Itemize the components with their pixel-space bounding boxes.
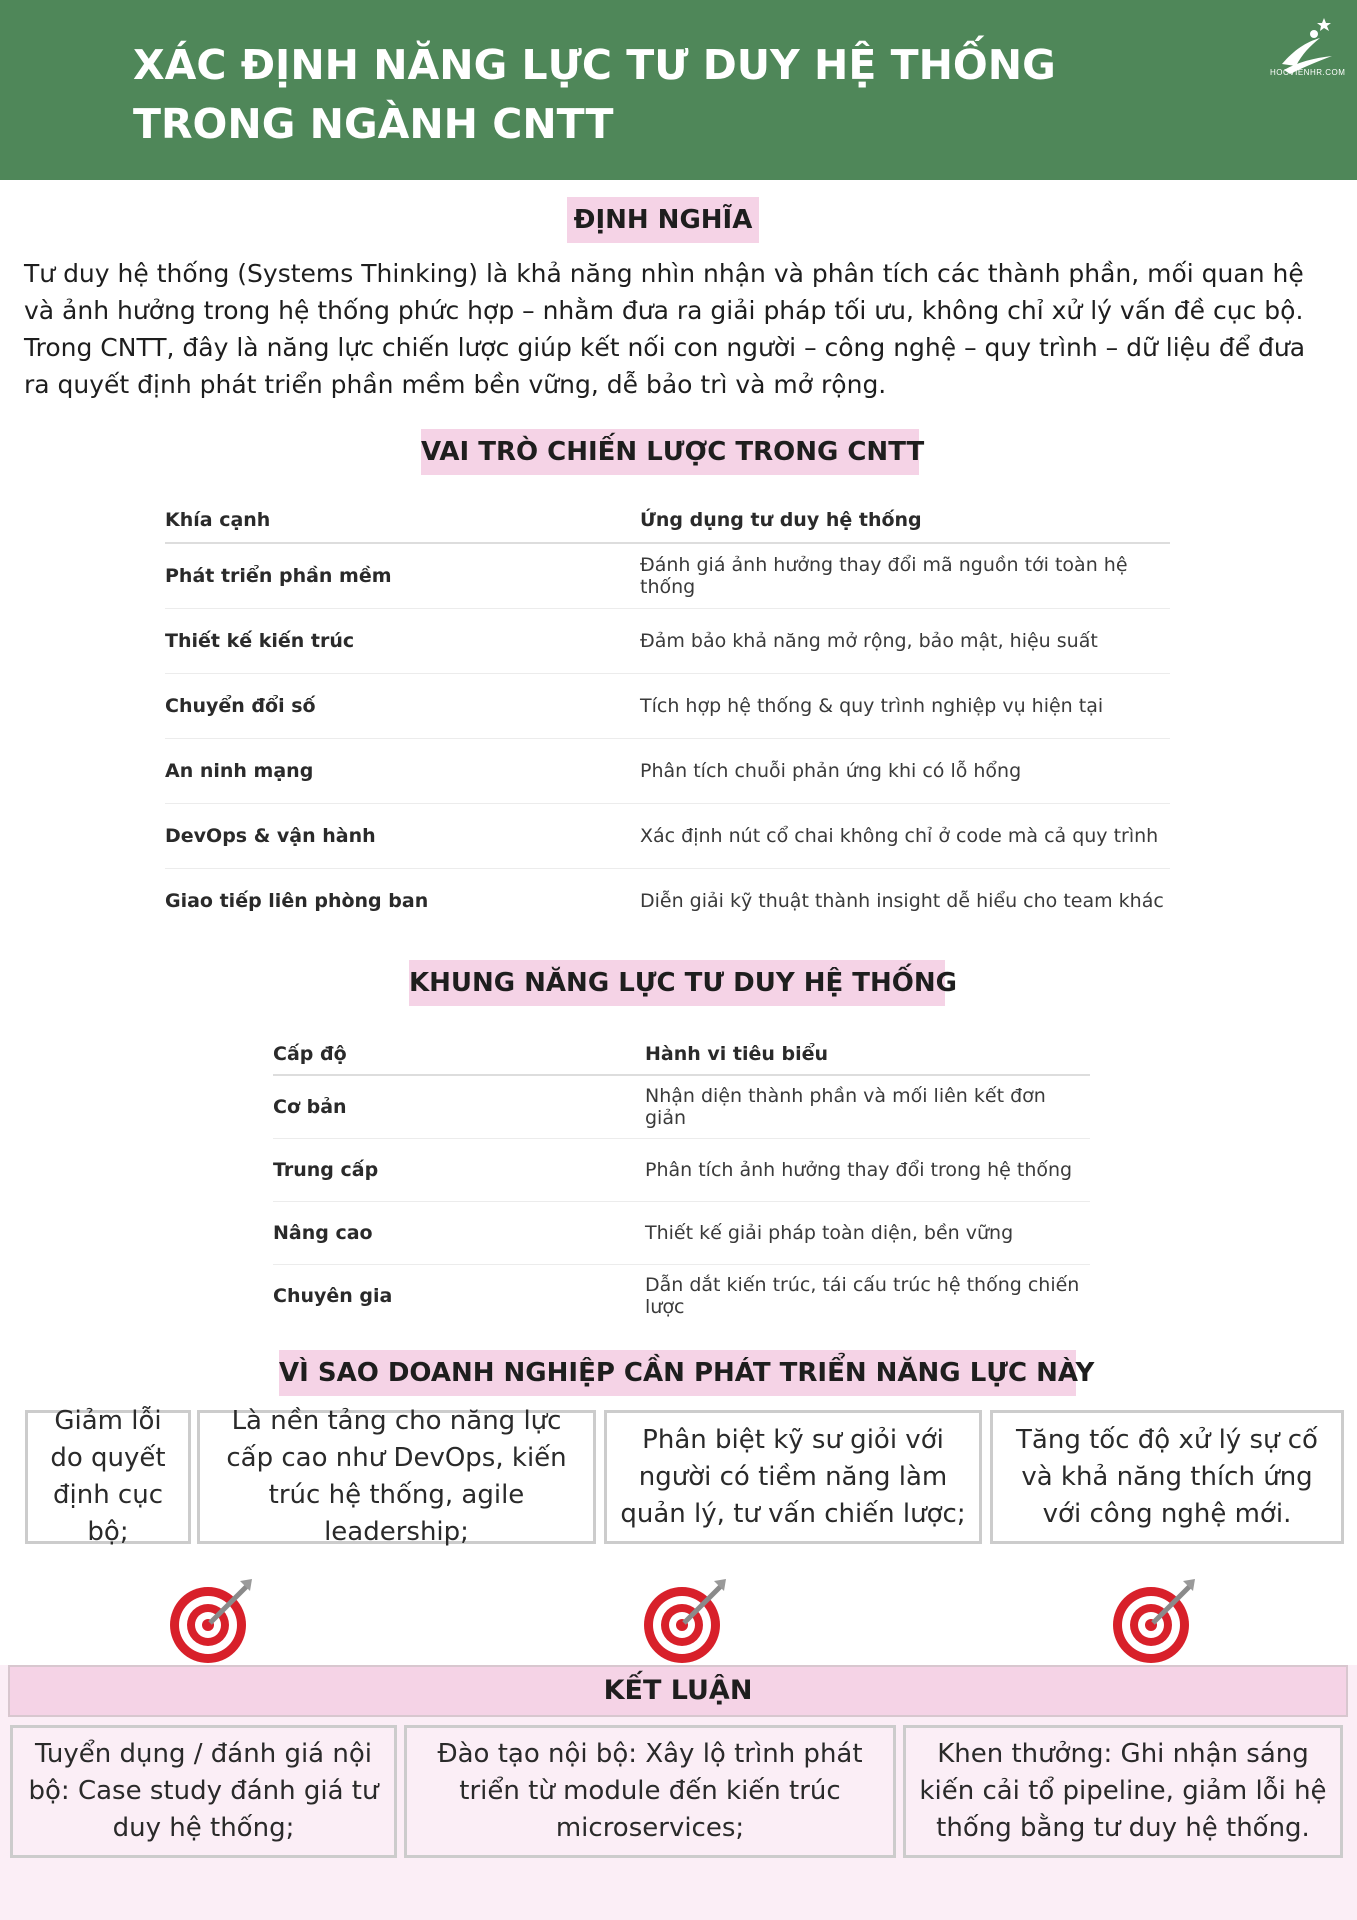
page-title: XÁC ĐỊNH NĂNG LỰC TƯ DUY HỆ THỐNG TRONG NGÀNH CNTT [133, 41, 1056, 148]
table-row [165, 543, 1170, 608]
why-item: Là nền tảng cho năng lực cấp cao như DevOps, kiến trúc hệ thống, agile leadership; [197, 1410, 596, 1544]
table-cell: Chuyển đổi số [165, 673, 640, 738]
table-cell: Đảm bảo khả năng mở rộng, bảo mật, hiệu suất [640, 608, 1170, 673]
definition-heading: ĐỊNH NGHĨA [567, 197, 759, 243]
why-item: Giảm lỗi do quyết định cục bộ; [25, 1410, 191, 1544]
table-row [165, 673, 1170, 738]
table-cell: Xác định nút cổ chai không chỉ ở code mà cả quy trình [640, 803, 1170, 868]
column-header: Hành vi tiêu biểu [645, 1033, 1090, 1075]
table-cell: Nâng cao [273, 1201, 645, 1264]
table-header-row [165, 498, 1170, 543]
conclusion-item: Đào tạo nội bộ: Xây lộ trình phát triển từ module đến kiến trúc microservices; [404, 1725, 896, 1858]
table-row [273, 1201, 1090, 1264]
table-cell: An ninh mạng [165, 738, 640, 803]
table-cell: Đánh giá ảnh hưởng thay đổi mã nguồn tới toàn hệ thống [640, 543, 1170, 608]
table-cell: Giao tiếp liên phòng ban [165, 889, 429, 912]
table-cell: Chuyên gia [273, 1284, 393, 1307]
framework-heading: KHUNG NĂNG LỰC TƯ DUY HỆ THỐNG [409, 960, 945, 1006]
table-cell: DevOps & vận hành [165, 803, 640, 868]
roles-table [165, 498, 1170, 933]
conclusion-item: Khen thưởng: Ghi nhận sáng kiến cải tổ pipeline, giảm lỗi hệ thống bằng tư duy hệ thống. [903, 1725, 1343, 1858]
column-header: Cấp độ [273, 1033, 645, 1075]
table-cell: Phát triển phần mềm [165, 543, 640, 608]
target-arrow-icon [638, 1575, 730, 1667]
target-arrow-icon [1107, 1575, 1199, 1667]
table-row [165, 738, 1170, 803]
roles-heading: VAI TRÒ CHIẾN LƯỢC TRONG CNTT [421, 429, 919, 475]
table-row [273, 1138, 1090, 1201]
why-heading: VÌ SAO DOANH NGHIỆP CẦN PHÁT TRIỂN NĂNG LỰC NÀY [279, 1350, 1076, 1396]
table-row [165, 868, 1170, 933]
table-cell: Nhận diện thành phần và mối liên kết đơn giản [645, 1075, 1090, 1138]
table-row [273, 1264, 1090, 1327]
table-cell: Thiết kế giải pháp toàn diện, bền vững [645, 1201, 1090, 1264]
why-item: Phân biệt kỹ sư giỏi với người có tiềm năng làm quản lý, tư vấn chiến lược; [604, 1410, 982, 1544]
why-item: Tăng tốc độ xử lý sự cố và khả năng thích ứng với công nghệ mới. [990, 1410, 1344, 1544]
table-cell: Diễn giải kỹ thuật thành insight dễ hiểu cho team khác [640, 889, 1164, 912]
table-header-row [273, 1033, 1090, 1075]
table-cell: Trung cấp [273, 1138, 645, 1201]
column-header: Ứng dụng tư duy hệ thống [640, 498, 1170, 543]
target-arrow-icon [164, 1575, 256, 1667]
table-cell: Tích hợp hệ thống & quy trình nghiệp vụ hiện tại [640, 673, 1170, 738]
logo-text: HOCVIENHR.COM [1270, 68, 1346, 77]
table-row [273, 1075, 1090, 1138]
framework-table [273, 1033, 1090, 1327]
conclusion-heading: KẾT LUẬN [8, 1665, 1348, 1717]
column-header: Khía cạnh [165, 498, 640, 543]
table-row [165, 608, 1170, 673]
table-cell: Dẫn dắt kiến trúc, tái cấu trúc hệ thống chiến lược [645, 1273, 1080, 1318]
table-row [165, 803, 1170, 868]
table-cell: Cơ bản [273, 1075, 645, 1138]
header-banner [0, 0, 1357, 180]
table-cell: Thiết kế kiến trúc [165, 608, 640, 673]
table-cell: Phân tích ảnh hưởng thay đổi trong hệ thống [645, 1138, 1090, 1201]
table-cell: Phân tích chuỗi phản ứng khi có lỗ hổng [640, 738, 1170, 803]
conclusion-item: Tuyển dụng / đánh giá nội bộ: Case study đánh giá tư duy hệ thống; [10, 1725, 397, 1858]
definition-text: Tư duy hệ thống (Systems Thinking) là khả năng nhìn nhận và phân tích các thành phần, mối quan hệ và ảnh hưởng trong hệ thống phức hợp – nhằm đưa ra giải pháp tối ưu, không chỉ xử lý vấn đề cục bộ. Trong CNTT, đây là năng lực chiến lược giúp kết nối con người – công nghệ – quy trình – dữ liệu để đưa ra quyết định phát triển phần mềm bền vững, dễ bảo trì và mở rộng. [24, 259, 1306, 399]
